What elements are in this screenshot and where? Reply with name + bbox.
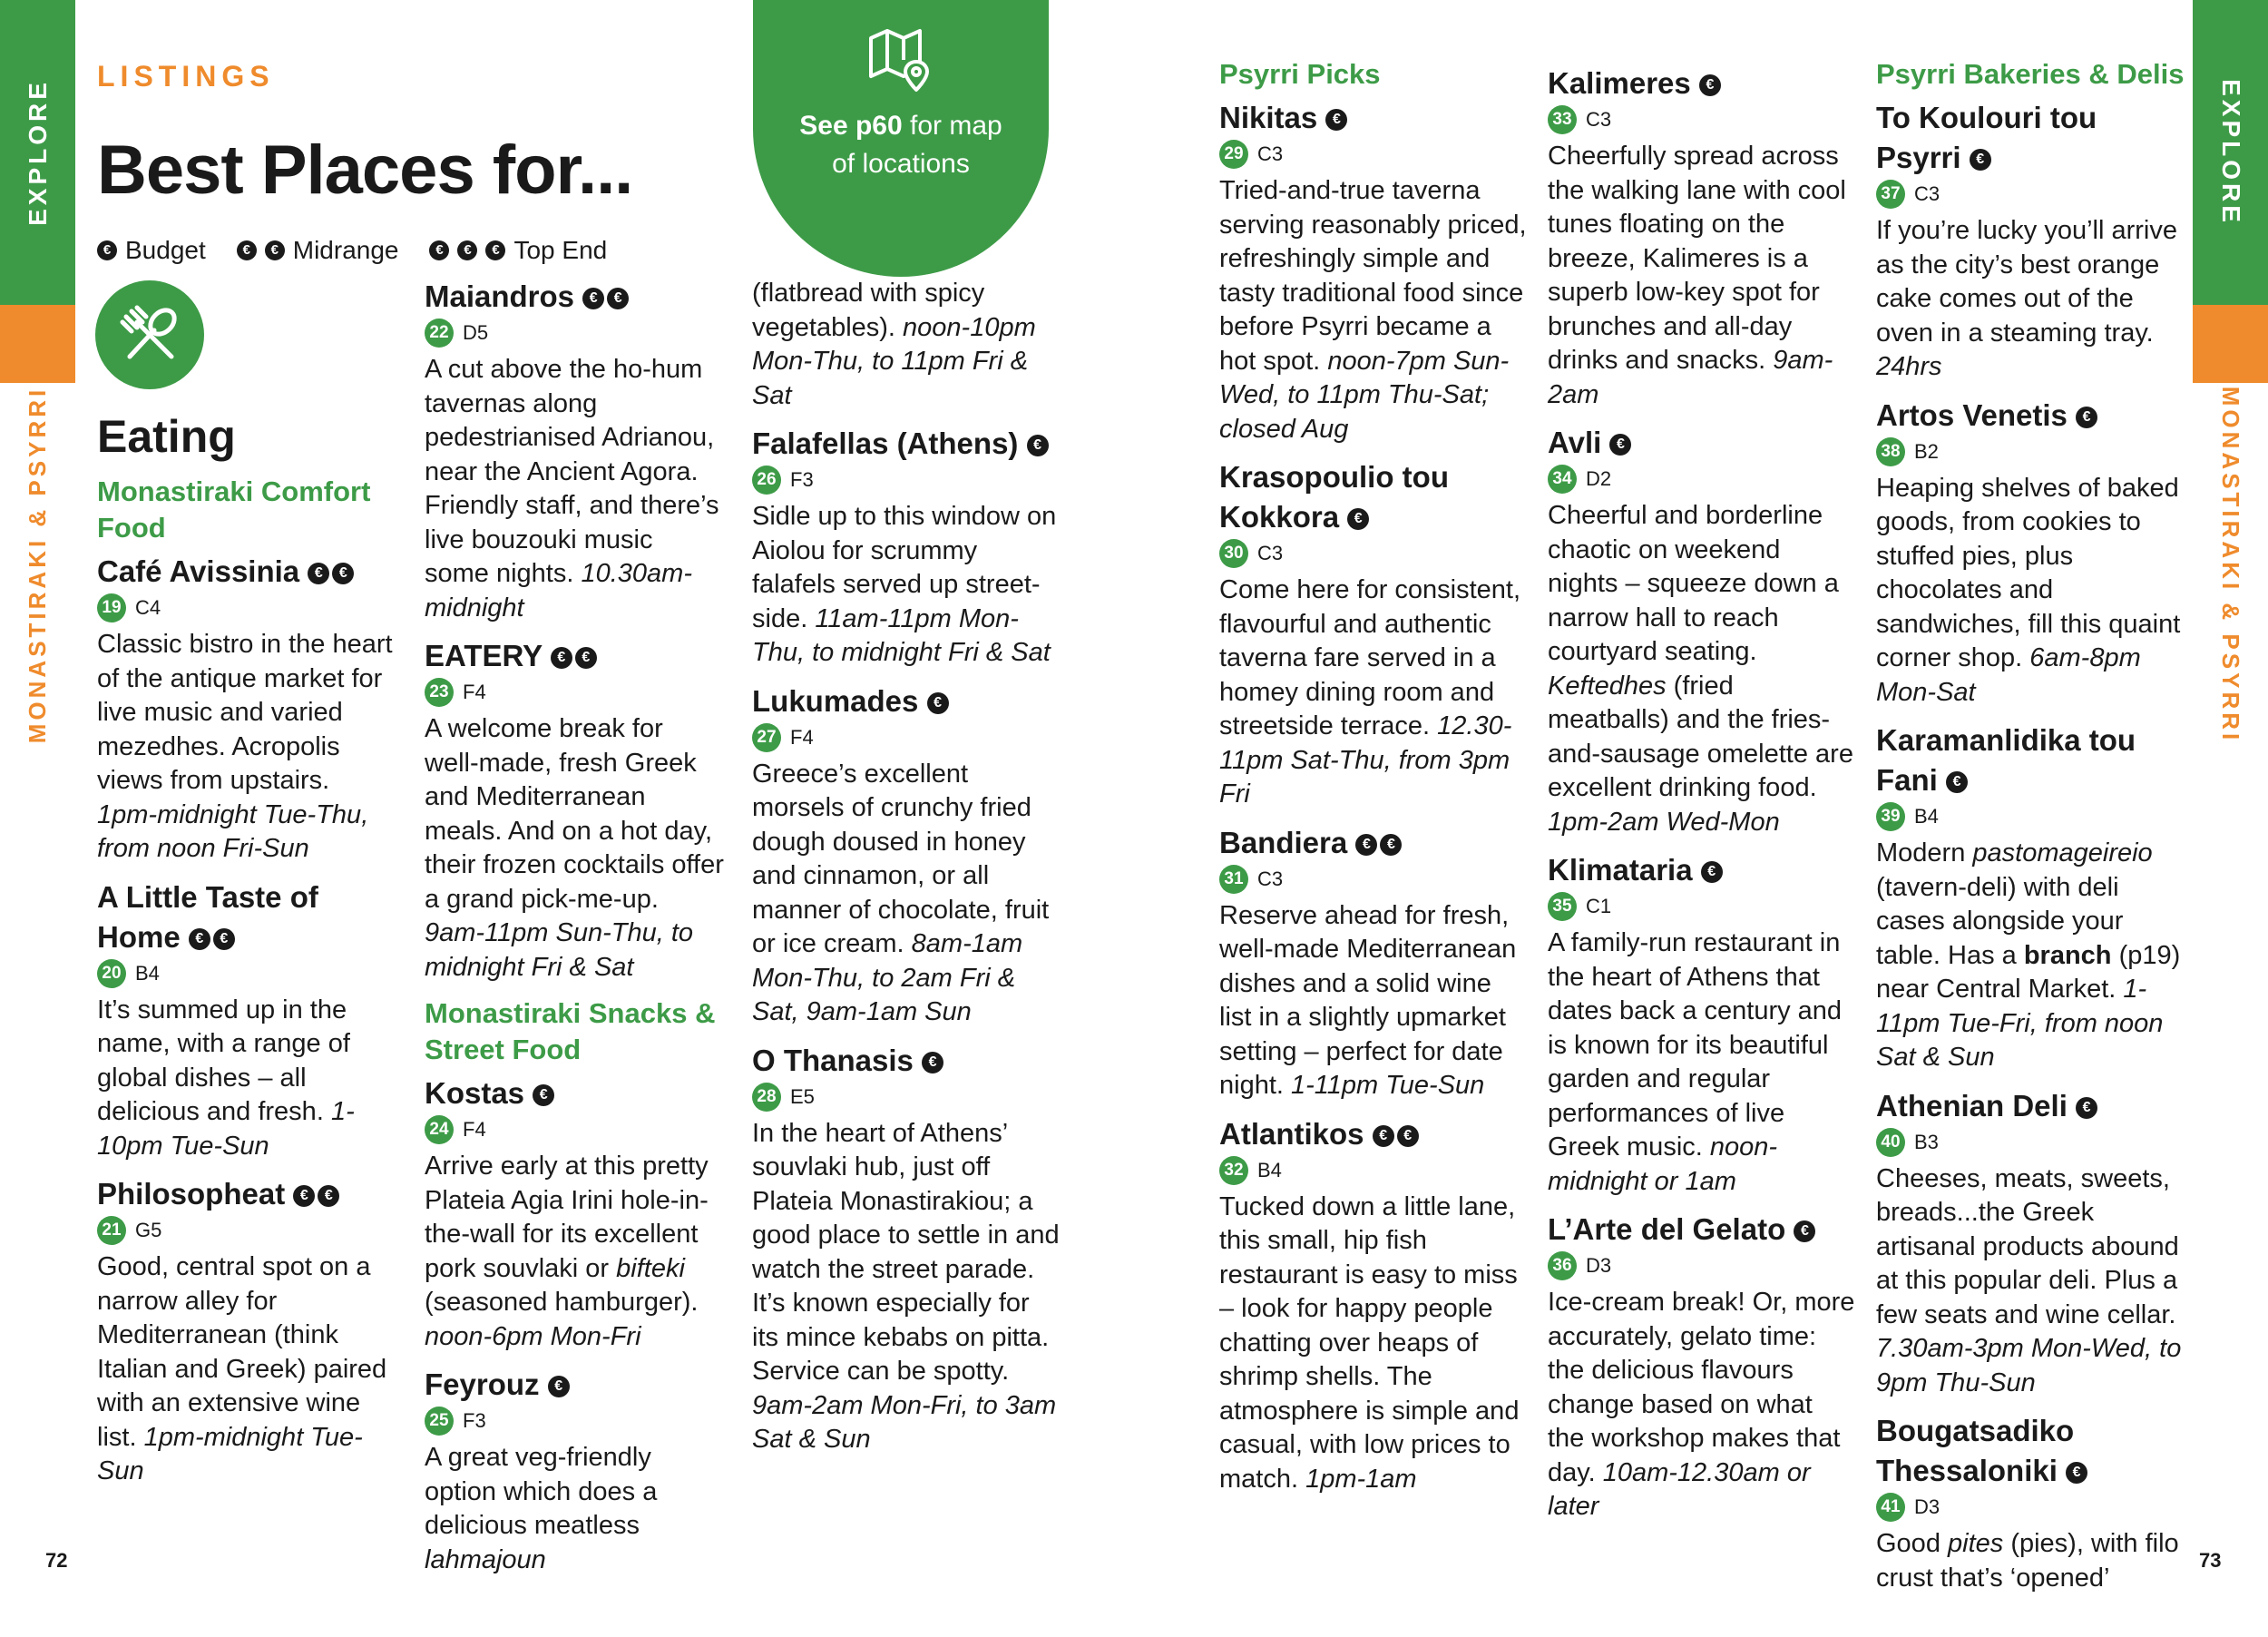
- listing-description: [97, 1250, 396, 1489]
- listing-description: [1876, 837, 2185, 1075]
- map-number-badge: 23: [425, 678, 454, 707]
- grid-reference: B4: [1257, 1158, 1282, 1181]
- listing-item[interactable]: [425, 1365, 724, 1577]
- listing-name[interactable]: [1548, 1210, 1856, 1250]
- euro-icon: €: [1946, 771, 1968, 793]
- grid-reference: C3: [1257, 542, 1284, 564]
- euro-icon: €: [293, 1185, 315, 1207]
- euro-icon: €: [332, 563, 354, 584]
- listing-description: [425, 353, 724, 625]
- listing-description: [1219, 573, 1528, 812]
- euro-icon: €: [1609, 434, 1631, 456]
- listing-description: [425, 712, 724, 985]
- euro-icon: €: [237, 240, 257, 260]
- map-number-badge: 24: [425, 1115, 454, 1144]
- map-reference[interactable]: [1876, 1128, 2185, 1157]
- description-italic: lahmajoun: [425, 1544, 546, 1574]
- listing-hours: 9am-2am Mon-Fri, to 3am Sat & Sun: [752, 1390, 1057, 1454]
- map-reference[interactable]: [1876, 180, 2185, 209]
- euro-icon: €: [1373, 1125, 1394, 1147]
- listing-name[interactable]: [1548, 423, 1856, 463]
- description-text: Arrive early at this pretty Plateia Agia Irini hole-in-the-wall for its excellent pork souvlaki or: [425, 1152, 709, 1283]
- description-text: A family-run restaurant in the heart of Athens that dates back a century and is known for its beautiful garden and regular performances of live Greek music.: [1548, 928, 1843, 1162]
- listing-description: [1219, 899, 1528, 1103]
- map-number-badge: 39: [1876, 802, 1905, 831]
- explore-tab-left[interactable]: EXPLORE: [0, 0, 75, 305]
- euro-icon: €: [318, 1185, 339, 1207]
- listing-description: [1548, 140, 1856, 412]
- listing-title: Krasopoulio tou Kokkora: [1219, 460, 1449, 534]
- listing-hours: 1-10pm Tue-Sun: [97, 1097, 355, 1161]
- listing-title: Artos Venetis: [1876, 397, 2068, 432]
- map-number-badge: 34: [1548, 465, 1577, 494]
- price-legend: [97, 236, 607, 265]
- listings-label: LISTINGS: [97, 60, 275, 93]
- listing-title: Lukumades: [752, 683, 919, 718]
- listing-hours: 10.30am-midnight: [425, 559, 692, 622]
- grid-reference: E5: [790, 1084, 815, 1108]
- listing-name[interactable]: [425, 1073, 724, 1113]
- grid-reference: F4: [790, 725, 814, 749]
- grid-reference: B4: [135, 961, 160, 985]
- map-number-badge: 30: [1219, 539, 1248, 568]
- listing-name[interactable]: [1219, 457, 1528, 537]
- description-text: (p19) near Central Market.: [1876, 940, 2181, 1004]
- euro-icon: €: [308, 563, 329, 584]
- listing-hours: noon-6pm Mon-Fri: [425, 1321, 641, 1351]
- listing-description: (flatbread with spicy vegetables).: [752, 279, 985, 342]
- description-text: Heaping shelves of baked goods, from cookies to stuffed pies, plus chocolates and sandwiches, fill this quaint corner shop.: [1876, 473, 2181, 672]
- listing-name[interactable]: [425, 1365, 724, 1405]
- euro-icon: €: [485, 240, 505, 260]
- description-italic: pastomageireio: [1972, 838, 2153, 868]
- map-reference[interactable]: [425, 1407, 724, 1436]
- listing-item[interactable]: [1876, 720, 2185, 1075]
- map-number-badge: 38: [1876, 437, 1905, 466]
- explore-tab-right[interactable]: EXPLORE: [2193, 0, 2268, 305]
- description-text: Cheeses, meats, sweets, breads...the Greek artisanal products abound at this popular deli. Plus a few seats and wine cellar.: [1876, 1163, 2179, 1329]
- legend-midrange: € € Midrange: [237, 236, 399, 265]
- listing-item[interactable]: [1548, 64, 1856, 412]
- section-heading: Monastiraki Comfort Food: [97, 475, 371, 544]
- grid-reference: C3: [1586, 108, 1612, 131]
- description-text: A cut above the ho-hum tavernas along pedestrianised Adrianou, near the Ancient Agora. Friendly staff, and there’s live bouzouki music some nights.: [425, 355, 719, 588]
- grid-reference: F4: [463, 1118, 486, 1141]
- description-text: Cheerfully spread across the walking lane with cool tunes floating on the breeze, Kalimeres is a superb low-key spot for brunches and all-day drinks and snacks.: [1548, 142, 1846, 375]
- listing-item[interactable]: [1219, 1114, 1528, 1497]
- map-number-badge: 33: [1548, 105, 1577, 134]
- description-text: If you’re lucky you’ll arrive as the city’s best orange cake comes out of the oven in a steaming tray.: [1876, 216, 2177, 348]
- grid-reference: D3: [1586, 1254, 1612, 1277]
- euro-icon: €: [1347, 508, 1369, 530]
- listing-item[interactable]: [425, 1073, 724, 1354]
- description-text: Cheerful and borderline chaotic on weekend nights – squeeze down a narrow hall to reach courtyard seating.: [1548, 501, 1839, 666]
- listing-name[interactable]: [752, 1041, 1061, 1081]
- map-pin-icon: [865, 25, 936, 101]
- listing-name[interactable]: [1876, 98, 2185, 178]
- euro-icon: €: [582, 288, 604, 309]
- orange-marker-left: [0, 305, 75, 383]
- page-title: Best Places for...: [97, 132, 633, 209]
- map-reference[interactable]: [97, 1216, 396, 1245]
- listing-hours: 1pm-midnight Tue-Sun: [97, 1422, 363, 1485]
- listing-name[interactable]: [1876, 396, 2185, 436]
- description-text: Good, central spot on a narrow alley for Mediterranean (think Italian and Greek) paired with an extensive wine list.: [97, 1252, 387, 1452]
- euro-icon: €: [1355, 834, 1377, 856]
- description-bold: branch: [2023, 940, 2112, 970]
- listing-hours: 1pm-2am Wed-Mon: [1548, 807, 1780, 837]
- euro-icon: €: [551, 647, 572, 669]
- listing-hours: 1-11pm Tue-Sun: [1291, 1071, 1485, 1100]
- description-text: A great veg-friendly option which does a delicious meatless: [425, 1443, 658, 1540]
- listing-name[interactable]: [1219, 1114, 1528, 1154]
- description-text: Greece’s excellent morsels of crunchy fried dough doused in honey and cinnamon, or all manner of chocolate, fruit or ice cream.: [752, 759, 1050, 958]
- map-number-badge: 28: [752, 1083, 781, 1112]
- page-number-right: 73: [2199, 1549, 2222, 1572]
- listing-description: [1219, 1191, 1528, 1497]
- area-tab-right[interactable]: MONASTIRAKI & PSYRRI: [2217, 386, 2244, 743]
- listing-item[interactable]: [1548, 423, 1856, 839]
- grid-reference: C3: [1914, 182, 1941, 205]
- listing-description: [1876, 1527, 2185, 1595]
- map-reference[interactable]: [752, 466, 1061, 495]
- euro-icon: €: [1027, 435, 1049, 456]
- listing-item[interactable]: [1876, 98, 2185, 385]
- fork-spoon-icon: [95, 280, 204, 389]
- listing-name[interactable]: [1876, 1411, 2185, 1491]
- description-text: In the heart of Athens’ souvlaki hub, just off Plateia Monastirakiou; a good place to settle in and watch the street parade. It’s known especially for its mince kebabs on pitta. Service can be spotty.: [752, 1118, 1060, 1386]
- grid-reference: D3: [1914, 1495, 1941, 1518]
- map-reference[interactable]: [425, 678, 724, 707]
- euro-icon: €: [1794, 1220, 1815, 1242]
- map-number-badge: 26: [752, 466, 781, 495]
- listing-item[interactable]: [1876, 1086, 2185, 1401]
- right-side-tab: [2193, 0, 2268, 1637]
- listing-hours: 1pm-midnight Tue-Thu, from noon Fri-Sun: [97, 799, 369, 863]
- map-reference[interactable]: [1876, 802, 2185, 831]
- description-italic: bifteki: [616, 1253, 685, 1283]
- description-text: (tavern-deli) with deli cases alongside your table. Has a: [1876, 872, 2124, 970]
- listing-name[interactable]: [1876, 1086, 2185, 1126]
- grid-reference: B2: [1914, 439, 1939, 463]
- euro-icon: €: [1699, 74, 1721, 96]
- map-number-badge: 40: [1876, 1128, 1905, 1157]
- description-text: (fried meatballs) and the fries-and-sausage omelette are excellent drinking food.: [1548, 671, 1853, 802]
- map-number-badge: 32: [1219, 1156, 1248, 1185]
- grid-reference: F3: [463, 1409, 486, 1432]
- description-text: Come here for consistent, flavourful and authentic taverna fare served in a homey dining room and streetside terrace.: [1219, 575, 1521, 740]
- listing-name[interactable]: [1876, 720, 2185, 800]
- grid-reference: B4: [1914, 805, 1939, 828]
- euro-icon: €: [2066, 1462, 2087, 1484]
- map-number-badge: 36: [1548, 1251, 1577, 1280]
- area-tab-left[interactable]: MONASTIRAKI & PSYRRI: [24, 386, 51, 743]
- listing-title: Bandiera: [1219, 825, 1348, 859]
- description-italic: Keftedhes: [1548, 671, 1667, 701]
- listing-description: [425, 1441, 724, 1577]
- map-callout-text: See p60 for map of locations: [799, 111, 1002, 179]
- left-side-tab: [0, 0, 75, 1637]
- map-reference[interactable]: [97, 593, 396, 622]
- map-reference[interactable]: [752, 1083, 1061, 1112]
- listing-column-2: [425, 277, 724, 1588]
- euro-icon: €: [927, 692, 949, 714]
- page-number-left: 72: [45, 1549, 68, 1572]
- listing-column-6: [1876, 56, 2185, 1606]
- eating-heading: Eating: [97, 411, 236, 462]
- listing-name[interactable]: [97, 552, 396, 592]
- listing-name[interactable]: [425, 636, 724, 676]
- listing-item[interactable]: [752, 424, 1061, 671]
- listing-title: Karamanlidika tou Fani: [1876, 723, 2136, 797]
- listing-hours: 12.30-11pm Sat-Thu, from 3pm Fri: [1219, 711, 1512, 809]
- euro-icon: €: [922, 1052, 943, 1073]
- listing-title: Avli: [1548, 426, 1602, 459]
- map-number-badge: 41: [1876, 1493, 1905, 1522]
- grid-reference: C4: [135, 596, 161, 619]
- listing-name[interactable]: [1219, 823, 1528, 863]
- euro-icon: €: [97, 240, 117, 260]
- listing-description: [1219, 174, 1528, 446]
- grid-reference: F3: [790, 468, 814, 491]
- map-reference[interactable]: [1219, 539, 1528, 568]
- listing-hours: 1pm-1am: [1305, 1464, 1417, 1494]
- euro-icon: €: [429, 240, 449, 260]
- map-number-badge: 21: [97, 1216, 126, 1245]
- listing-title: Atlantikos: [1219, 1116, 1364, 1151]
- listing-name[interactable]: [1219, 98, 1528, 138]
- listing-hours: 9am-2am: [1548, 346, 1833, 409]
- listing-title: Kalimeres: [1548, 66, 1691, 100]
- listing-name[interactable]: [97, 877, 396, 957]
- listing-hours: 24hrs: [1876, 352, 1942, 381]
- euro-icon: €: [457, 240, 477, 260]
- listing-name[interactable]: [752, 424, 1061, 464]
- euro-icon: €: [189, 928, 210, 950]
- map-number-badge: 37: [1876, 180, 1905, 209]
- listing-item[interactable]: [1219, 823, 1528, 1103]
- map-reference[interactable]: [1219, 140, 1528, 169]
- map-number-badge: 27: [752, 723, 781, 752]
- grid-reference: C3: [1257, 867, 1284, 890]
- listing-title: Nikitas: [1219, 101, 1318, 134]
- listing-description: [425, 1150, 724, 1354]
- listing-name[interactable]: [752, 681, 1061, 721]
- listing-name[interactable]: [1548, 64, 1856, 103]
- listing-hours: noon-midnight or 1am: [1548, 1132, 1778, 1196]
- euro-icon: €: [1701, 861, 1723, 883]
- orange-marker-right: [2193, 305, 2268, 383]
- listing-hours: noon-7pm Sun-Wed, to 11pm Thu-Sat; closed Aug: [1219, 346, 1510, 444]
- description-text: Sidle up to this window on Aiolou for scrummy falafels served up street-side.: [752, 502, 1057, 633]
- map-reference[interactable]: [752, 723, 1061, 752]
- description-text: Modern: [1876, 838, 1973, 868]
- grid-reference: F4: [463, 681, 486, 703]
- listing-hours: 9am-11pm Sun-Thu, to midnight Fri & Sat: [425, 918, 694, 982]
- description-text: It’s summed up in the name, with a range of global dishes – all delicious and fresh.: [97, 995, 350, 1126]
- section-heading: Monastiraki Snacks & Street Food: [425, 997, 716, 1065]
- euro-icon: €: [2076, 407, 2097, 428]
- map-reference[interactable]: [1876, 1493, 2185, 1522]
- listing-description: [1548, 499, 1856, 839]
- euro-icon: €: [1380, 834, 1402, 856]
- listing-title: Feyrouz: [425, 1367, 540, 1401]
- grid-reference: G5: [135, 1219, 162, 1241]
- listing-description: [1548, 1286, 1856, 1524]
- listing-hours: 10am-12.30am or later: [1548, 1457, 1811, 1521]
- map-callout[interactable]: [753, 0, 1049, 277]
- listing-hours: 11am-11pm Mon-Thu, to midnight Fri & Sat: [752, 603, 1051, 667]
- listing-title: Bougatsadiko Thessaloniki: [1876, 1414, 2075, 1487]
- listing-item[interactable]: [1548, 850, 1856, 1199]
- map-reference[interactable]: [97, 959, 396, 988]
- listing-column-3: [752, 277, 1061, 1468]
- euro-icon: €: [1970, 149, 1991, 171]
- map-number-badge: 31: [1219, 865, 1248, 894]
- listing-item[interactable]: [752, 1041, 1061, 1457]
- map-number-badge: 19: [97, 593, 126, 622]
- listing-item[interactable]: [425, 277, 724, 625]
- description-text: Classic bistro in the heart of the antique market for live music and varied mezedhes. Acropolis views from upstairs.: [97, 630, 393, 795]
- listing-title: Maiandros: [425, 279, 575, 313]
- listing-column-4: [1219, 56, 1528, 1507]
- description-text: Tried-and-true taverna serving reasonably priced, refreshingly simple and tasty traditional food since before Psyrri became a hot spot.: [1219, 176, 1527, 376]
- grid-reference: C1: [1586, 895, 1612, 917]
- grid-reference: D5: [463, 321, 489, 344]
- listing-description: [97, 628, 396, 867]
- listing-hours: 7.30am-3pm Mon-Wed, to 9pm Thu-Sun: [1876, 1334, 2182, 1397]
- listing-item[interactable]: [1876, 1411, 2185, 1595]
- description-text: A welcome break for well-made, fresh Greek and Mediterranean meals. And on a hot day, their frozen cocktails offer a grand pick-me-up.: [425, 714, 724, 914]
- euro-icon: €: [533, 1084, 554, 1106]
- listing-description: [752, 1117, 1061, 1457]
- description-text: Ice-cream break! Or, more accurately, gelato time: the delicious flavours change based on what the workshop makes that day.: [1548, 1288, 1855, 1487]
- map-number-badge: 35: [1548, 892, 1577, 921]
- map-reference[interactable]: [1219, 1156, 1528, 1185]
- listing-item[interactable]: [1219, 457, 1528, 812]
- listing-item[interactable]: [97, 877, 396, 1164]
- listing-item[interactable]: [425, 636, 724, 985]
- map-reference[interactable]: [1219, 865, 1528, 894]
- listing-title: Klimataria: [1548, 853, 1693, 887]
- listing-description: [97, 994, 396, 1164]
- grid-reference: B3: [1914, 1130, 1939, 1153]
- listing-title: A Little Taste of Home: [97, 879, 318, 954]
- listing-description: [1876, 472, 2185, 711]
- listing-column-1: [97, 474, 396, 1500]
- grid-reference: C3: [1257, 142, 1284, 165]
- listing-hours: 1-11pm Tue-Fri, from noon Sat & Sun: [1876, 975, 2164, 1072]
- map-reference[interactable]: [425, 1115, 724, 1144]
- listing-description: [752, 758, 1061, 1030]
- euro-icon: €: [1325, 109, 1347, 131]
- listing-name[interactable]: [97, 1174, 396, 1214]
- map-reference[interactable]: [1548, 892, 1856, 921]
- listing-item[interactable]: [1876, 396, 2185, 711]
- legend-top-end: € € € Top End: [429, 236, 607, 265]
- map-number-badge: 25: [425, 1407, 454, 1436]
- listing-description: [752, 500, 1061, 671]
- listing-hours: noon-10pm Mon-Thu, to 11pm Fri & Sat: [752, 312, 1036, 410]
- map-reference[interactable]: [1876, 437, 2185, 466]
- description-text: Tucked down a little lane, this small, hip fish restaurant is easy to miss – look for happy people chatting over heaps of shrimp shells. The atmosphere is simple and casual, with low prices to match.: [1219, 1191, 1520, 1494]
- description-italic: pites: [1948, 1529, 2004, 1558]
- legend-budget: € Budget: [97, 236, 206, 265]
- listing-title: Athenian Deli: [1876, 1088, 2068, 1122]
- listing-column-5: [1548, 64, 1856, 1535]
- euro-icon: €: [213, 928, 235, 950]
- listing-title: Café Avissinia: [97, 554, 300, 588]
- listing-title: Falafellas (Athens): [752, 426, 1019, 460]
- listing-name[interactable]: [425, 277, 724, 317]
- map-reference[interactable]: [425, 319, 724, 348]
- section-heading: Psyrri Bakeries & Delis: [1876, 58, 2185, 90]
- euro-icon: €: [2076, 1097, 2097, 1119]
- listing-hours: 6am-8pm Mon-Sat: [1876, 643, 2141, 707]
- listing-title: To Koulouri tou Psyrri: [1876, 101, 2097, 174]
- euro-icon: €: [607, 288, 629, 309]
- listing-title: O Thanasis: [752, 1043, 914, 1077]
- description-text: Reserve ahead for fresh, well-made Mediterranean dishes and a solid wine list in a slightly upmarket setting – perfect for date night.: [1219, 900, 1517, 1100]
- listing-title: Philosopheat: [97, 1177, 286, 1211]
- listing-description: [1876, 1162, 2185, 1401]
- description-text: Good: [1876, 1529, 1948, 1558]
- map-reference[interactable]: [1548, 105, 1856, 134]
- listing-description: [1548, 926, 1856, 1199]
- section-heading: Psyrri Picks: [1219, 58, 1381, 90]
- listing-item[interactable]: [1548, 1210, 1856, 1524]
- euro-icon: €: [265, 240, 285, 260]
- listing-hours: 8am-1am Mon-Thu, to 2am Fri & Sat, 9am-1am Sun: [752, 929, 1023, 1026]
- listing-title: EATERY: [425, 639, 543, 672]
- map-number-badge: 22: [425, 319, 454, 348]
- description-text: (pies), with filo crust that’s ‘opened’: [1876, 1529, 2179, 1593]
- listing-title: Kostas: [425, 1076, 525, 1110]
- listing-item[interactable]: [97, 552, 396, 867]
- euro-icon: €: [575, 647, 597, 669]
- listing-continuation: [752, 277, 1061, 413]
- map-reference[interactable]: [1548, 1251, 1856, 1280]
- map-reference[interactable]: [1548, 465, 1856, 494]
- grid-reference: D2: [1586, 467, 1612, 490]
- map-number-badge: 20: [97, 959, 126, 988]
- listing-title: L’Arte del Gelato: [1548, 1212, 1786, 1246]
- listing-item[interactable]: [752, 681, 1061, 1030]
- listing-name[interactable]: [1548, 850, 1856, 890]
- description-text: (seasoned hamburger).: [425, 1288, 699, 1317]
- listing-item[interactable]: [1219, 98, 1528, 446]
- listing-description: [1876, 214, 2185, 385]
- listing-item[interactable]: [97, 1174, 396, 1489]
- euro-icon: €: [1397, 1125, 1419, 1147]
- map-number-badge: 29: [1219, 140, 1248, 169]
- euro-icon: €: [548, 1376, 570, 1397]
